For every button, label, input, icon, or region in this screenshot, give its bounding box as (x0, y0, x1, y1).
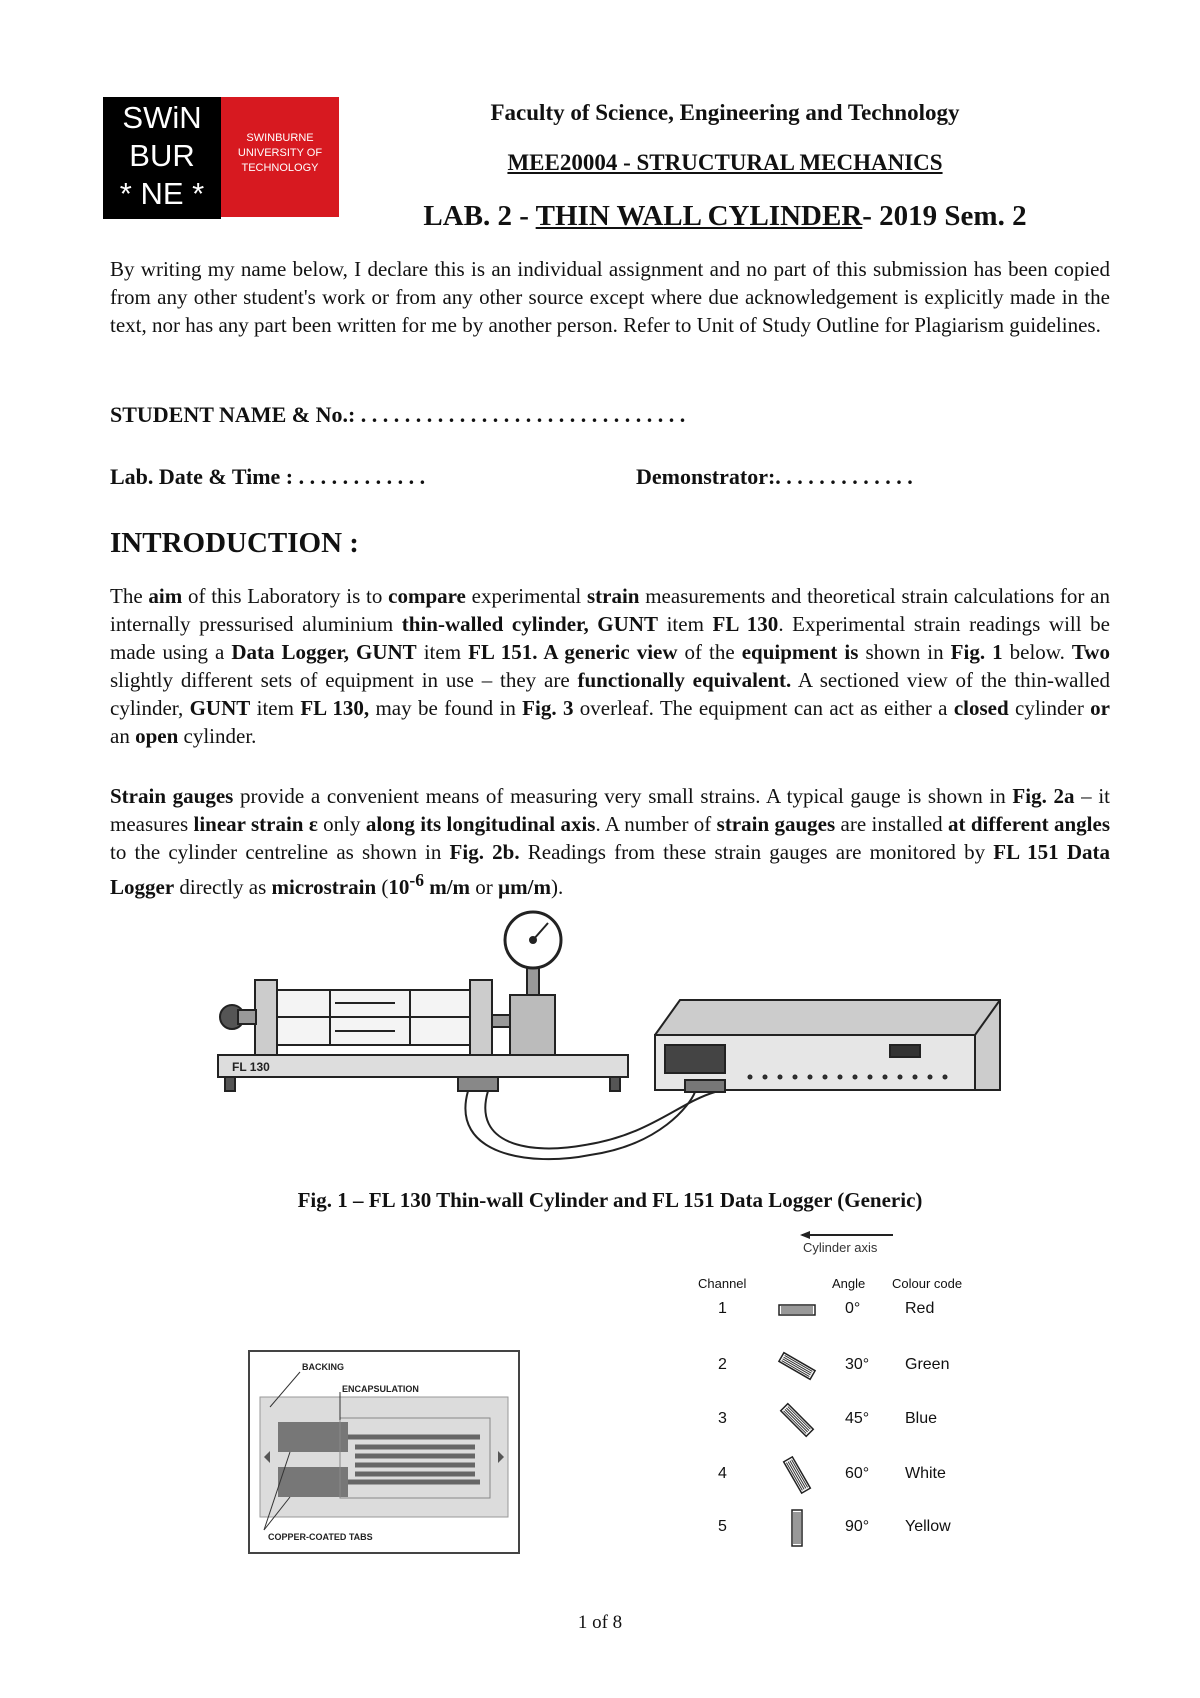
introduction-heading: INTRODUCTION : (110, 527, 359, 559)
logo-sub-2: UNIVERSITY OF (237, 147, 323, 159)
strain-gauge-icon (772, 1344, 822, 1388)
faculty-heading: Faculty of Science, Engineering and Technology (490, 100, 960, 125)
lab-suffix: - 2019 Sem. 2 (862, 200, 1027, 232)
gauge-colour: Yellow (905, 1518, 951, 1535)
gauge-colour: White (905, 1465, 946, 1482)
lab-title-text: THIN WALL CYLINDER (535, 200, 863, 232)
lab-prefix: LAB. 2 - (423, 200, 536, 232)
intro-paragraph-1: The aim of this Laboratory is to compare experimental strain measurements and theoretical strain calculations for an internally pressurised aluminium thin-walled cylinder, GUNT item FL 130. Experimental strain readings will be made using a Data Logger, GUNT item FL 151. A generic view of the equipment is shown in Fig. 1 below. Two slightly different sets of equipment in use – they are functionally equivalent. A sectioned view of the thin-walled cylinder, GUNT item FL 130, may be found in Fig. 3 overleaf. The equipment can act as either a closed cylinder or an open cylinder. (110, 584, 1110, 748)
gauge-colour: Red (905, 1300, 935, 1317)
logo-line-2: BUR (129, 138, 195, 173)
gauge-angle: 45° (845, 1410, 870, 1427)
gauge-colour: Blue (905, 1410, 938, 1427)
logo-red-panel (221, 97, 339, 217)
fl130-label: FL 130 (232, 1060, 270, 1074)
fig2a-strain-gauge (248, 1350, 520, 1554)
strain-gauge-icon (772, 1453, 822, 1497)
gauge-angle: 0° (845, 1300, 861, 1317)
label-encapsulation: ENCAPSULATION (342, 1384, 419, 1394)
lab-date-field[interactable]: Lab. Date & Time : . . . . . . . . . . . . (110, 464, 426, 489)
unit-heading: MEE20004 - STRUCTURAL MECHANICS (507, 150, 943, 175)
logo-line-1: SWiN (122, 100, 202, 135)
header-angle: Angle (832, 1276, 866, 1291)
header-channel: Channel (698, 1276, 747, 1291)
strain-gauge-icon (772, 1506, 822, 1550)
gauge-channel: 1 (718, 1300, 727, 1317)
gauge-colour: Green (905, 1356, 950, 1373)
gauge-angle: 30° (845, 1356, 870, 1373)
page-number: 1 of 8 (577, 1612, 623, 1633)
cylinder-axis-label: Cylinder axis (803, 1240, 878, 1255)
logo-sub-1: SWINBURNE (246, 132, 314, 144)
gauge-angle: 90° (845, 1518, 870, 1535)
label-copper-tabs: COPPER-COATED TABS (268, 1532, 373, 1542)
label-backing: BACKING (302, 1362, 344, 1372)
fig1-equipment-drawing (210, 905, 1020, 1175)
logo-line-3: * NE * (119, 176, 205, 211)
logo-wordmark (103, 97, 221, 219)
university-logo (103, 97, 339, 217)
gauge-angle: 60° (845, 1465, 870, 1482)
intro-paragraph-2: Strain gauges provide a convenient means of measuring very small strains. A typical gauge is shown in Fig. 2a – it measures linear strain ε only along its longitudinal axis. A number of strain gauges are installed at different angles to the cylinder centreline as shown in Fig. 2b. Readings from these strain gauges are monitored by FL 151 Data Logger directly as microstrain ($10^{-6}$ m/m or µm/m). (110, 784, 1111, 899)
fig1-caption: Fig. 1 – FL 130 Thin-wall Cylinder and FL 151 Data Logger (Generic) (297, 1188, 923, 1212)
lab-title (360, 200, 1090, 233)
logo-sub-3: TECHNOLOGY (241, 162, 319, 174)
cylinder-base (218, 1055, 628, 1077)
demonstrator-field[interactable]: Demonstrator:. . . . . . . . . . . . . (636, 464, 913, 489)
gauge-channel: 4 (718, 1465, 727, 1482)
header-colour: Colour code (892, 1276, 963, 1291)
axis-arrow-icon (800, 1230, 895, 1240)
declaration-paragraph: By writing my name below, I declare this is an individual assignment and no part of this submission has been copied from any other student's work or from any other source except where due acknowledgement is explicitly made in the text, nor has any part been written for me by another person. Refer to Unit of Study Outline for Plagiarism guidelines. (110, 257, 1110, 337)
gauge-channel: 5 (718, 1518, 727, 1535)
gauge-channel: 2 (718, 1356, 727, 1373)
gauge-channel: 3 (718, 1410, 727, 1427)
student-name-field[interactable]: STUDENT NAME & No.: . . . . . . . . . . . . . . . . . . . . . . . . . . . . . . (110, 402, 686, 427)
strain-gauge-icon (772, 1288, 822, 1332)
strain-gauge-icon (772, 1398, 822, 1442)
